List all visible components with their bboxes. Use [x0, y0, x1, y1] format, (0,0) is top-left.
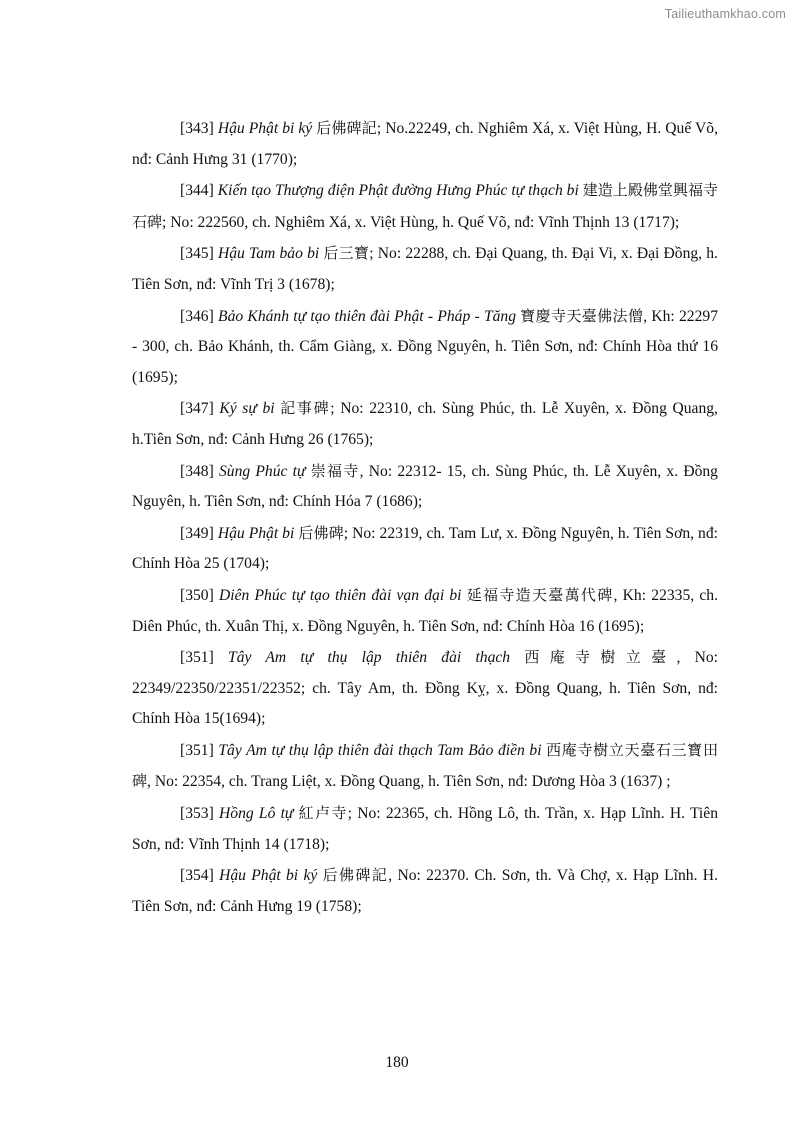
watermark: Tailieuthamkhao.com	[664, 7, 786, 21]
entry-han-title: 紅卢寺	[298, 804, 348, 823]
entry-title: Hậu Phật bi ký	[219, 867, 318, 885]
list-item	[132, 518, 718, 580]
entry-number: [348]	[180, 462, 214, 480]
entry-title: Hồng Lô tự	[219, 805, 294, 823]
entry-separator: ;	[376, 120, 382, 137]
entry-details: No: 22370. Ch. Sơn, th. Và Chợ, x. Hạp Lĩnh. H. Tiên Sơn, nđ: Cảnh Hưng 19 (1758);	[132, 867, 718, 915]
entry-details: No: 22310, ch. Sùng Phúc, th. Lễ Xuyên, x. Đồng Quang, h.Tiên Sơn, nđ: Cảnh Hưng 26 (1765);	[132, 400, 718, 448]
list-item	[132, 301, 718, 394]
entry-details: Kh: 22335, ch. Diên Phúc, th. Xuân Thị, x. Đồng Nguyên, h. Tiên Sơn, nđ: Chính Hòa 16 (1695);	[132, 586, 718, 635]
entry-han-title: 記事碑	[280, 399, 331, 418]
entry-number: [353]	[180, 805, 214, 823]
entry-han-title: 寶慶寺天臺佛法僧	[520, 306, 644, 325]
entry-details: No.22249, ch. Nghiêm Xá, x. Việt Hùng, H. Quế Võ, nđ: Cảnh Hưng 31 (1770);	[132, 120, 718, 168]
entry-title: Diên Phúc tự tạo thiên đài vạn đại bi	[219, 586, 462, 604]
entry-number: [343]	[180, 120, 214, 137]
entry-han-title: 崇福寺	[310, 461, 360, 480]
list-item	[132, 393, 718, 455]
entry-title: Tây Am tự thụ lập thiên đài thạch Tam Bảo điền bi	[218, 741, 542, 759]
entry-separator: ,	[613, 586, 618, 604]
entry-han-title: 西庵寺樹立天臺石三寶田碑	[132, 740, 718, 791]
entry-separator: ;	[162, 213, 167, 231]
entry-title: Sùng Phúc tự	[219, 462, 306, 480]
entry-separator: ;	[330, 400, 335, 418]
entry-title: Hậu Phật bi ký	[217, 120, 313, 137]
entry-han-title: 后佛碑記	[322, 866, 389, 885]
entry-number: [351]	[180, 741, 214, 759]
entry-separator: ,	[643, 307, 648, 325]
entry-details: Kh: 22297 - 300, ch. Bảo Khánh, th. Cẩm Giàng, x. Đồng Nguyên, h. Tiên Sơn, nđ: Chính Hòa thứ 16 (1695);	[132, 307, 718, 386]
entry-separator: ;	[343, 524, 349, 542]
entry-details: No: 22354, ch. Trang Liệt, x. Đồng Quang, h. Tiên Sơn, nđ: Dương Hòa 3 (1637) ;	[154, 773, 671, 791]
list-item	[132, 580, 718, 642]
entry-number: [344]	[180, 182, 214, 200]
entry-title: Ký sự bi	[219, 400, 275, 418]
entry-separator: ,	[676, 649, 681, 667]
list-item	[132, 798, 718, 860]
entry-title: Kiến tạo Thượng điện Phật đường Hưng Phúc tự thạch bi	[217, 182, 579, 200]
entry-details: No: 22319, ch. Tam Lư, x. Đồng Nguyên, h. Tiên Sơn, nđ: Chính Hòa 25 (1704);	[132, 524, 718, 573]
entry-number: [350]	[180, 586, 214, 604]
entry-han-title: 后佛碑	[298, 523, 344, 542]
list-item	[132, 113, 718, 175]
entry-title: Hậu Phật bi	[217, 524, 295, 542]
entry-number: [347]	[180, 400, 214, 418]
list-item	[132, 860, 718, 922]
entry-title: Hậu Tam bảo bi	[217, 245, 320, 263]
entry-han-title: 后三寶	[323, 244, 370, 263]
list-item	[132, 456, 718, 518]
entry-title: Tây Am tự thụ lập thiên đài thạch	[228, 649, 511, 667]
entry-separator: ,	[388, 867, 393, 885]
entry-details: No: 22349/22350/22351/22352; ch. Tây Am, th. Đồng Kỵ, x. Đồng Quang, h. Tiên Sơn, nđ: Chính Hòa 15(1694);	[132, 649, 718, 728]
entry-details: No: 22365, ch. Hồng Lô, th. Trần, x. Hạp Lĩnh. H. Tiên Sơn, nđ: Vĩnh Thịnh 14 (1718);	[132, 805, 718, 853]
entry-number: [349]	[180, 524, 214, 542]
entry-number: [345]	[180, 245, 214, 263]
page-number: 180	[385, 1054, 409, 1071]
entry-han-title: 后佛碑記	[316, 119, 377, 137]
entry-list	[132, 113, 718, 922]
entry-number: [351]	[180, 649, 214, 667]
entry-han-title: 延福寺造天臺萬代碑	[466, 585, 614, 604]
list-item	[132, 642, 718, 735]
list-item	[132, 175, 718, 238]
list-item	[132, 735, 718, 798]
entry-han-title: 西庵寺樹立臺	[524, 648, 677, 667]
entry-han-title: 建造上殿佛堂興福寺石碑	[132, 181, 718, 231]
entry-details: No: 22312- 15, ch. Sùng Phúc, th. Lễ Xuyên, x. Đồng Nguyên, h. Tiên Sơn, nđ: Chính Hóa 7 (1686);	[132, 462, 718, 511]
entry-title: Bảo Khánh tự tạo thiên đài Phật - Pháp - Tăng	[218, 307, 517, 325]
entry-separator: ;	[369, 245, 374, 263]
entry-separator: ,	[147, 773, 151, 791]
entry-number: [354]	[180, 867, 214, 885]
entry-details: No: 22288, ch. Đại Quang, th. Đại Vi, x. Đại Đồng, h. Tiên Sơn, nđ: Vĩnh Trị 3 (1678);	[132, 245, 718, 293]
entry-separator: ;	[347, 805, 353, 823]
entry-details: No: 222560, ch. Nghiêm Xá, x. Việt Hùng, h. Quế Võ, nđ: Vĩnh Thịnh 13 (1717);	[170, 213, 680, 231]
list-item	[132, 238, 718, 300]
entry-separator: ,	[359, 462, 364, 480]
entry-number: [346]	[180, 307, 214, 325]
